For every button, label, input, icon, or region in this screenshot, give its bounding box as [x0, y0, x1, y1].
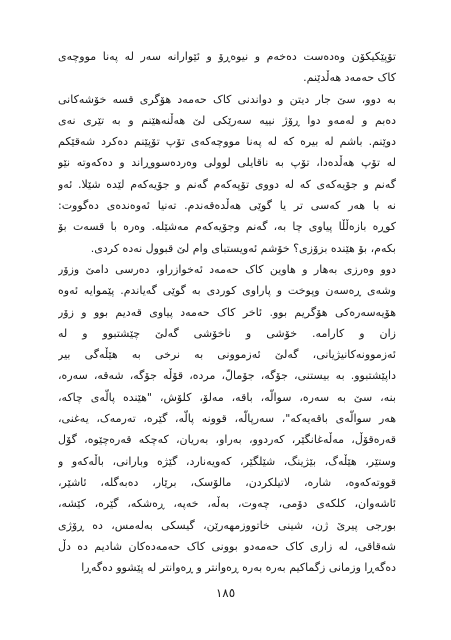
text-line: دوێنم. باشم لە بیرە کە لە پەنا مووچەکەی تۆپ تۆپێنم دەکرد شەقێکم: [58, 135, 396, 149]
text-line: کوڕە بازەڵڵا پیاوی چا بە، گەنم وجۆیەکەم مەشێلە. وەرە با قسەت بۆ: [58, 220, 396, 234]
text-line: بنە، سێ بە سەرە، سوالّە، باقە، مەلۆ، کلۆش، "هێندە پالّەی چاکە،: [58, 390, 396, 404]
text-line: تۆپێکیکۆن وەدەست دەخەم و نیوەڕۆ و ئێوارانە سەر لە پەنا مووچەی: [58, 50, 396, 63]
text-line: دەگەڕا وزمانی زگماکیم بەرە بەرە ڕەوانتر و ڕەوانتر لە پێشوو دەگەڕا: [81, 561, 396, 575]
text-line: کاک حەمەد هەڵدێنم.: [303, 71, 396, 85]
text-line: دەبم و لەمەو دوا ڕۆژ نییە سەرێکی لێ هەڵنەهێنم و بە تێری نەی: [58, 113, 396, 127]
text-line: زان و کارامە. خۆشی و ناخۆشی گەلێ چێشتبوو و لە: [58, 326, 396, 340]
text-line: نە با هەر کەسی تر یا گوێی هەڵدەقەندم. تەنیا ئەوەندەی دەگووت:: [58, 199, 396, 213]
text-line: ئاشەوان، کلکەی دۆمی، چەوت، بەڵە، خەپە، ڕەشکە، گێرە، کێشە،: [58, 497, 396, 511]
text-line: لە تۆپ هەڵدەدا، تۆپ بە ناقایلی لوولی وەردەسووڕاند و دەکەوتە نێو: [58, 156, 396, 170]
text-line: دوو وەرزی بەهار و هاوین کاک حەمەد ئەخوازراو، دەرسی دامێ وزۆر: [58, 262, 396, 276]
text-line: ئەزموونەکانیژیانی، گەلێ ئەزموونی بە نرخی بە هێڵەگی بیر: [58, 348, 396, 362]
page-number: ١٨٥: [215, 586, 236, 600]
text-line: قەرەقۆڵ، مەڵەغانگێر، کەردوو، بەراو، بەریان، کەچکە قەرەچێوە، گۆل: [58, 433, 396, 447]
text-line: بورجی پیرێ ژن، شینی خاتووزمهەرێن، گیسکی بەلەمس، دە ڕۆژی: [58, 518, 396, 532]
text-line: هۆیەسەرەکی هۆگریم بوو. ئاخر کاک حەمەد پیاوی قەدیم بوو و زۆر: [58, 305, 396, 319]
text-line: وشەی ڕەسەن وپوخت و پاراوی کوردی بە گوێی گەیاندم. پێموایە ئەوە: [58, 284, 396, 298]
body-text: [58, 46, 396, 578]
text-line: بکەم، بۆ هێندە بزۆزی؟ خۆشم ئەویستبای وام لێ قبوول نەدە کردی.: [90, 241, 396, 255]
text-line: بە دوو، سێ جار دیتن و دواندنی کاک حەمەد هۆگری قسە خۆشەکانی: [58, 92, 396, 106]
text-line: داپێشتبوو. بە بیستنی، جۆگە، جۆمالّ، مردە، قۆڵە جۆگە، شەقە، سەرە،: [58, 369, 396, 383]
text-line: وستێر، هێڵەگ، بێژینگ، شێلگێر، کەویەنارد، گێژە وبارانی، باڵەکەو و: [58, 454, 396, 468]
text-line: گەنم و جۆیەکەی کە لە دووی تۆپەکەم گەنم و جۆیەکەم لێدە شێلا. ئەو: [58, 177, 396, 191]
text-line: قووتەکەوە، شارە، لاتیلکردن، مالۆسک، برێار، دەبەگلە، ئاشێر،: [58, 475, 396, 489]
text-line: هەر سوالّەی باقەیەکە"، سەرپالّە، قوونە پالّە، گێرە، تەرمەک، یەغنی،: [58, 412, 396, 426]
text-line: شەقاقی، لە زاری کاک حەمەدو بوونی کاک حەمەدەکان شادیم دە دڵ: [58, 539, 396, 553]
